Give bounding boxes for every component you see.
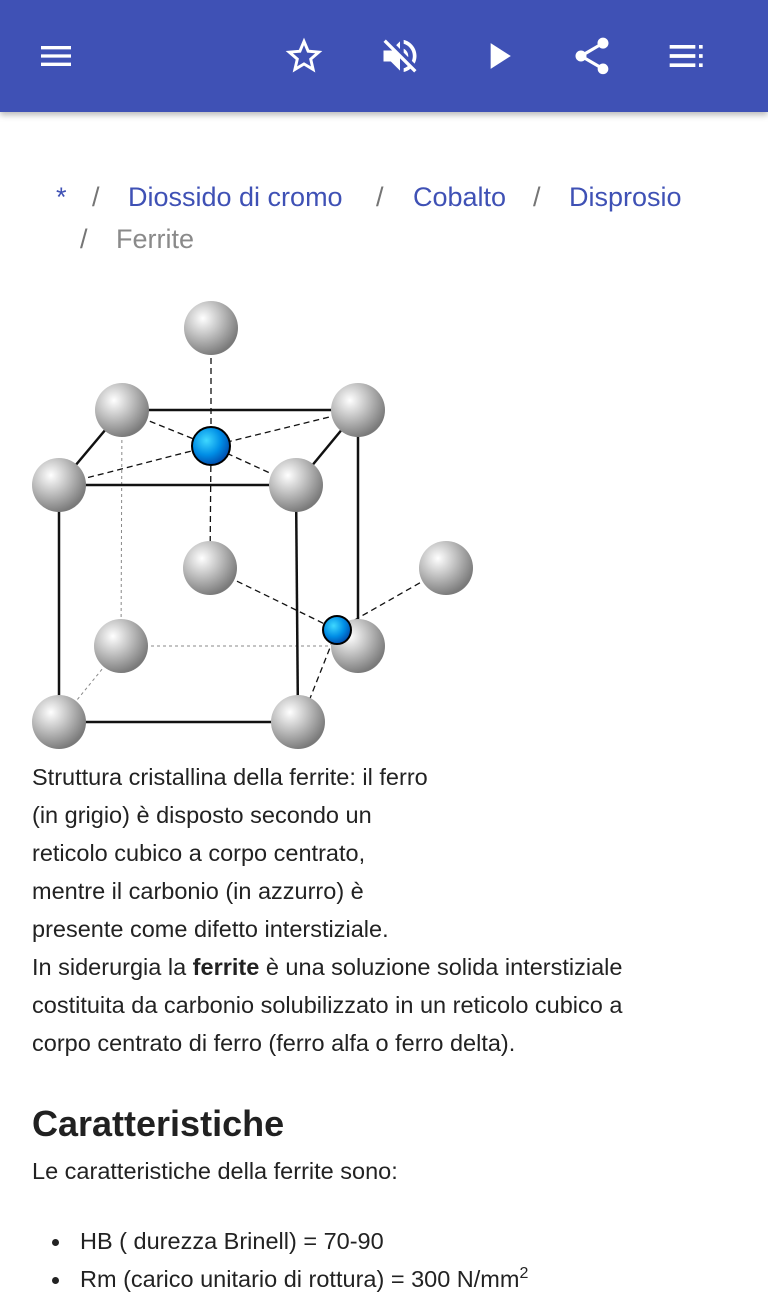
breadcrumb-separator: / <box>92 182 100 212</box>
app-bar <box>0 0 768 112</box>
list-item-text: Rm (carico unitario di rottura) = 300 N/mm <box>80 1266 520 1292</box>
volume-off-icon <box>378 34 422 78</box>
breadcrumb-item-diossido-di-cromo[interactable]: Diossido di cromo <box>128 182 343 212</box>
section-heading: Caratteristiche <box>32 1103 285 1144</box>
favorite-button[interactable] <box>272 24 336 88</box>
contents-button[interactable] <box>656 24 720 88</box>
breadcrumb-item-disprosio[interactable]: Disprosio <box>569 182 682 212</box>
caption-line: reticolo cubico a corpo centrato, <box>32 840 366 866</box>
caption-line: presente come difetto interstiziale. <box>32 916 389 942</box>
breadcrumb-separator: / <box>376 182 384 212</box>
share-icon <box>570 34 614 78</box>
share-button[interactable] <box>560 24 624 88</box>
caption-line: (in grigio) è disposto secondo un <box>32 802 372 828</box>
intro-text: corpo centrato di ferro (ferro alfa o ferro delta). <box>32 1030 516 1056</box>
intro-bold-term: ferrite <box>192 954 260 980</box>
intro-text: costituita da carbonio solubilizzato in un reticolo cubico a <box>32 992 623 1018</box>
menu-icon <box>36 36 76 76</box>
play-button[interactable] <box>466 24 530 88</box>
menu-button[interactable] <box>24 24 88 88</box>
list-item <box>32 1260 732 1298</box>
caption-line: Struttura cristallina della ferrite: il ferro <box>32 764 428 790</box>
intro-paragraph <box>32 948 732 1062</box>
star-outline-icon <box>282 34 326 78</box>
intro-text: In siderurgia la <box>32 954 193 980</box>
properties-list <box>32 1222 732 1298</box>
play-icon <box>476 34 520 78</box>
list-item-text: HB ( durezza Brinell) = 70-90 <box>80 1228 384 1254</box>
breadcrumb-item-cobalto[interactable]: Cobalto <box>413 182 507 212</box>
crystal-structure-image <box>32 296 474 750</box>
section-intro: Le caratteristiche della ferrite sono: <box>32 1158 398 1184</box>
carbon-atoms <box>192 427 351 644</box>
caption-line: mentre il carbonio (in azzurro) è <box>32 878 364 904</box>
figure-caption <box>32 758 502 948</box>
breadcrumb-item-home[interactable]: * <box>56 182 67 212</box>
playlist-icon <box>666 34 710 78</box>
superscript: 2 <box>519 1265 529 1283</box>
iron-atoms <box>32 301 473 749</box>
intro-text: è una soluzione solida interstiziale <box>259 954 623 980</box>
list-item <box>32 1222 732 1260</box>
breadcrumb-separator: / <box>80 224 88 254</box>
breadcrumb-item-current: Ferrite <box>116 224 195 254</box>
mute-button[interactable] <box>368 24 432 88</box>
breadcrumb-separator: / <box>533 182 541 212</box>
